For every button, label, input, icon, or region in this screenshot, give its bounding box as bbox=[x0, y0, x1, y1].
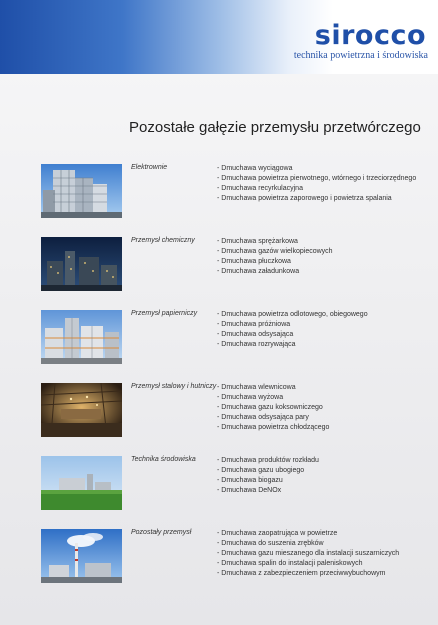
list-item: - Dmuchawa z zabezpieczeniem przeciwwybuchowym bbox=[217, 570, 386, 577]
sirocco-logo: sirocco bbox=[314, 20, 426, 51]
section-name: Elektrownie bbox=[131, 164, 168, 171]
section-name: Technika środowiska bbox=[131, 456, 196, 463]
section-przemysl-papierniczy bbox=[41, 310, 431, 366]
industrial-chimney-photo bbox=[41, 529, 122, 583]
list-item: - Dmuchawa gazu mieszanego dla instalacji suszarniczych bbox=[217, 550, 400, 557]
chemical-plant-photo bbox=[41, 237, 122, 291]
list-item: - Dmuchawa do suszenia zrębków bbox=[217, 540, 324, 547]
section-name: Przemysł chemiczny bbox=[131, 237, 195, 244]
list-item: - Dmuchawa gazu koksowniczego bbox=[217, 404, 323, 411]
list-item: - Dmuchawa wyciągowa bbox=[217, 165, 293, 172]
list-item: - Dmuchawa odsysająca pary bbox=[217, 414, 309, 421]
list-item: - Dmuchawa próżniowa bbox=[217, 321, 291, 328]
section-elektrownie bbox=[41, 164, 431, 220]
list-item: - Dmuchawa powietrza chłodzącego bbox=[217, 424, 330, 431]
list-item: - Dmuchawa spalin do instalacji paleniskowych bbox=[217, 560, 363, 567]
list-item: - Dmuchawa powietrza pierwotnego, wtórnego i trzeciorzędnego bbox=[217, 175, 417, 182]
list-item: - Dmuchawa wyżowa bbox=[217, 394, 284, 401]
section-name: Przemysł stalowy i hutniczy bbox=[131, 383, 217, 390]
list-item: - Dmuchawa gazu ubogiego bbox=[217, 467, 305, 474]
list-item: - Dmuchawa biogazu bbox=[217, 477, 283, 484]
section-technika-srodowiska bbox=[41, 456, 431, 512]
blower-list bbox=[217, 237, 333, 277]
blower-list bbox=[217, 383, 329, 433]
environmental-plant-photo bbox=[41, 456, 122, 510]
logo-tagline: technika powietrzna i środowiska bbox=[293, 50, 428, 61]
list-item: - Dmuchawa zaopatrująca w powietrze bbox=[217, 530, 338, 537]
header-banner bbox=[0, 0, 438, 74]
blower-list bbox=[217, 529, 399, 579]
blower-list bbox=[217, 310, 368, 350]
list-item: - Dmuchawa gazów wielkopiecowych bbox=[217, 248, 333, 255]
list-item: - Dmuchawa produktów rozkładu bbox=[217, 457, 319, 464]
section-przemysl-chemiczny bbox=[41, 237, 431, 293]
list-item: - Dmuchawa wlewnicowa bbox=[217, 384, 296, 391]
list-item: - Dmuchawa powietrza zaporowego i powietrza spalania bbox=[217, 195, 392, 202]
steel-mill-photo bbox=[41, 383, 122, 437]
power-plant-photo bbox=[41, 164, 122, 218]
section-przemysl-stalowy bbox=[41, 383, 431, 439]
list-item: - Dmuchawa rozrywająca bbox=[217, 341, 296, 348]
list-item: - Dmuchawa DeNOx bbox=[217, 487, 282, 494]
list-item: - Dmuchawa płuczkowa bbox=[217, 258, 291, 265]
section-name: Pozostały przemysł bbox=[131, 529, 192, 536]
section-pozostaly-przemysl bbox=[41, 529, 431, 585]
list-item: - Dmuchawa recyrkulacyjna bbox=[217, 185, 303, 192]
paper-mill-photo bbox=[41, 310, 122, 364]
list-item: - Dmuchawa sprężarkowa bbox=[217, 238, 298, 245]
blower-list bbox=[217, 164, 416, 204]
list-item: - Dmuchawa odsysająca bbox=[217, 331, 294, 338]
page-title: Pozostałe gałęzie przemysłu przetwórczego bbox=[129, 119, 421, 136]
list-item: - Dmuchawa powietrza odlotowego, obiegowego bbox=[217, 311, 368, 318]
list-item: - Dmuchawa załadunkowa bbox=[217, 268, 300, 275]
blower-list bbox=[217, 456, 319, 496]
section-name: Przemysł papierniczy bbox=[131, 310, 198, 317]
